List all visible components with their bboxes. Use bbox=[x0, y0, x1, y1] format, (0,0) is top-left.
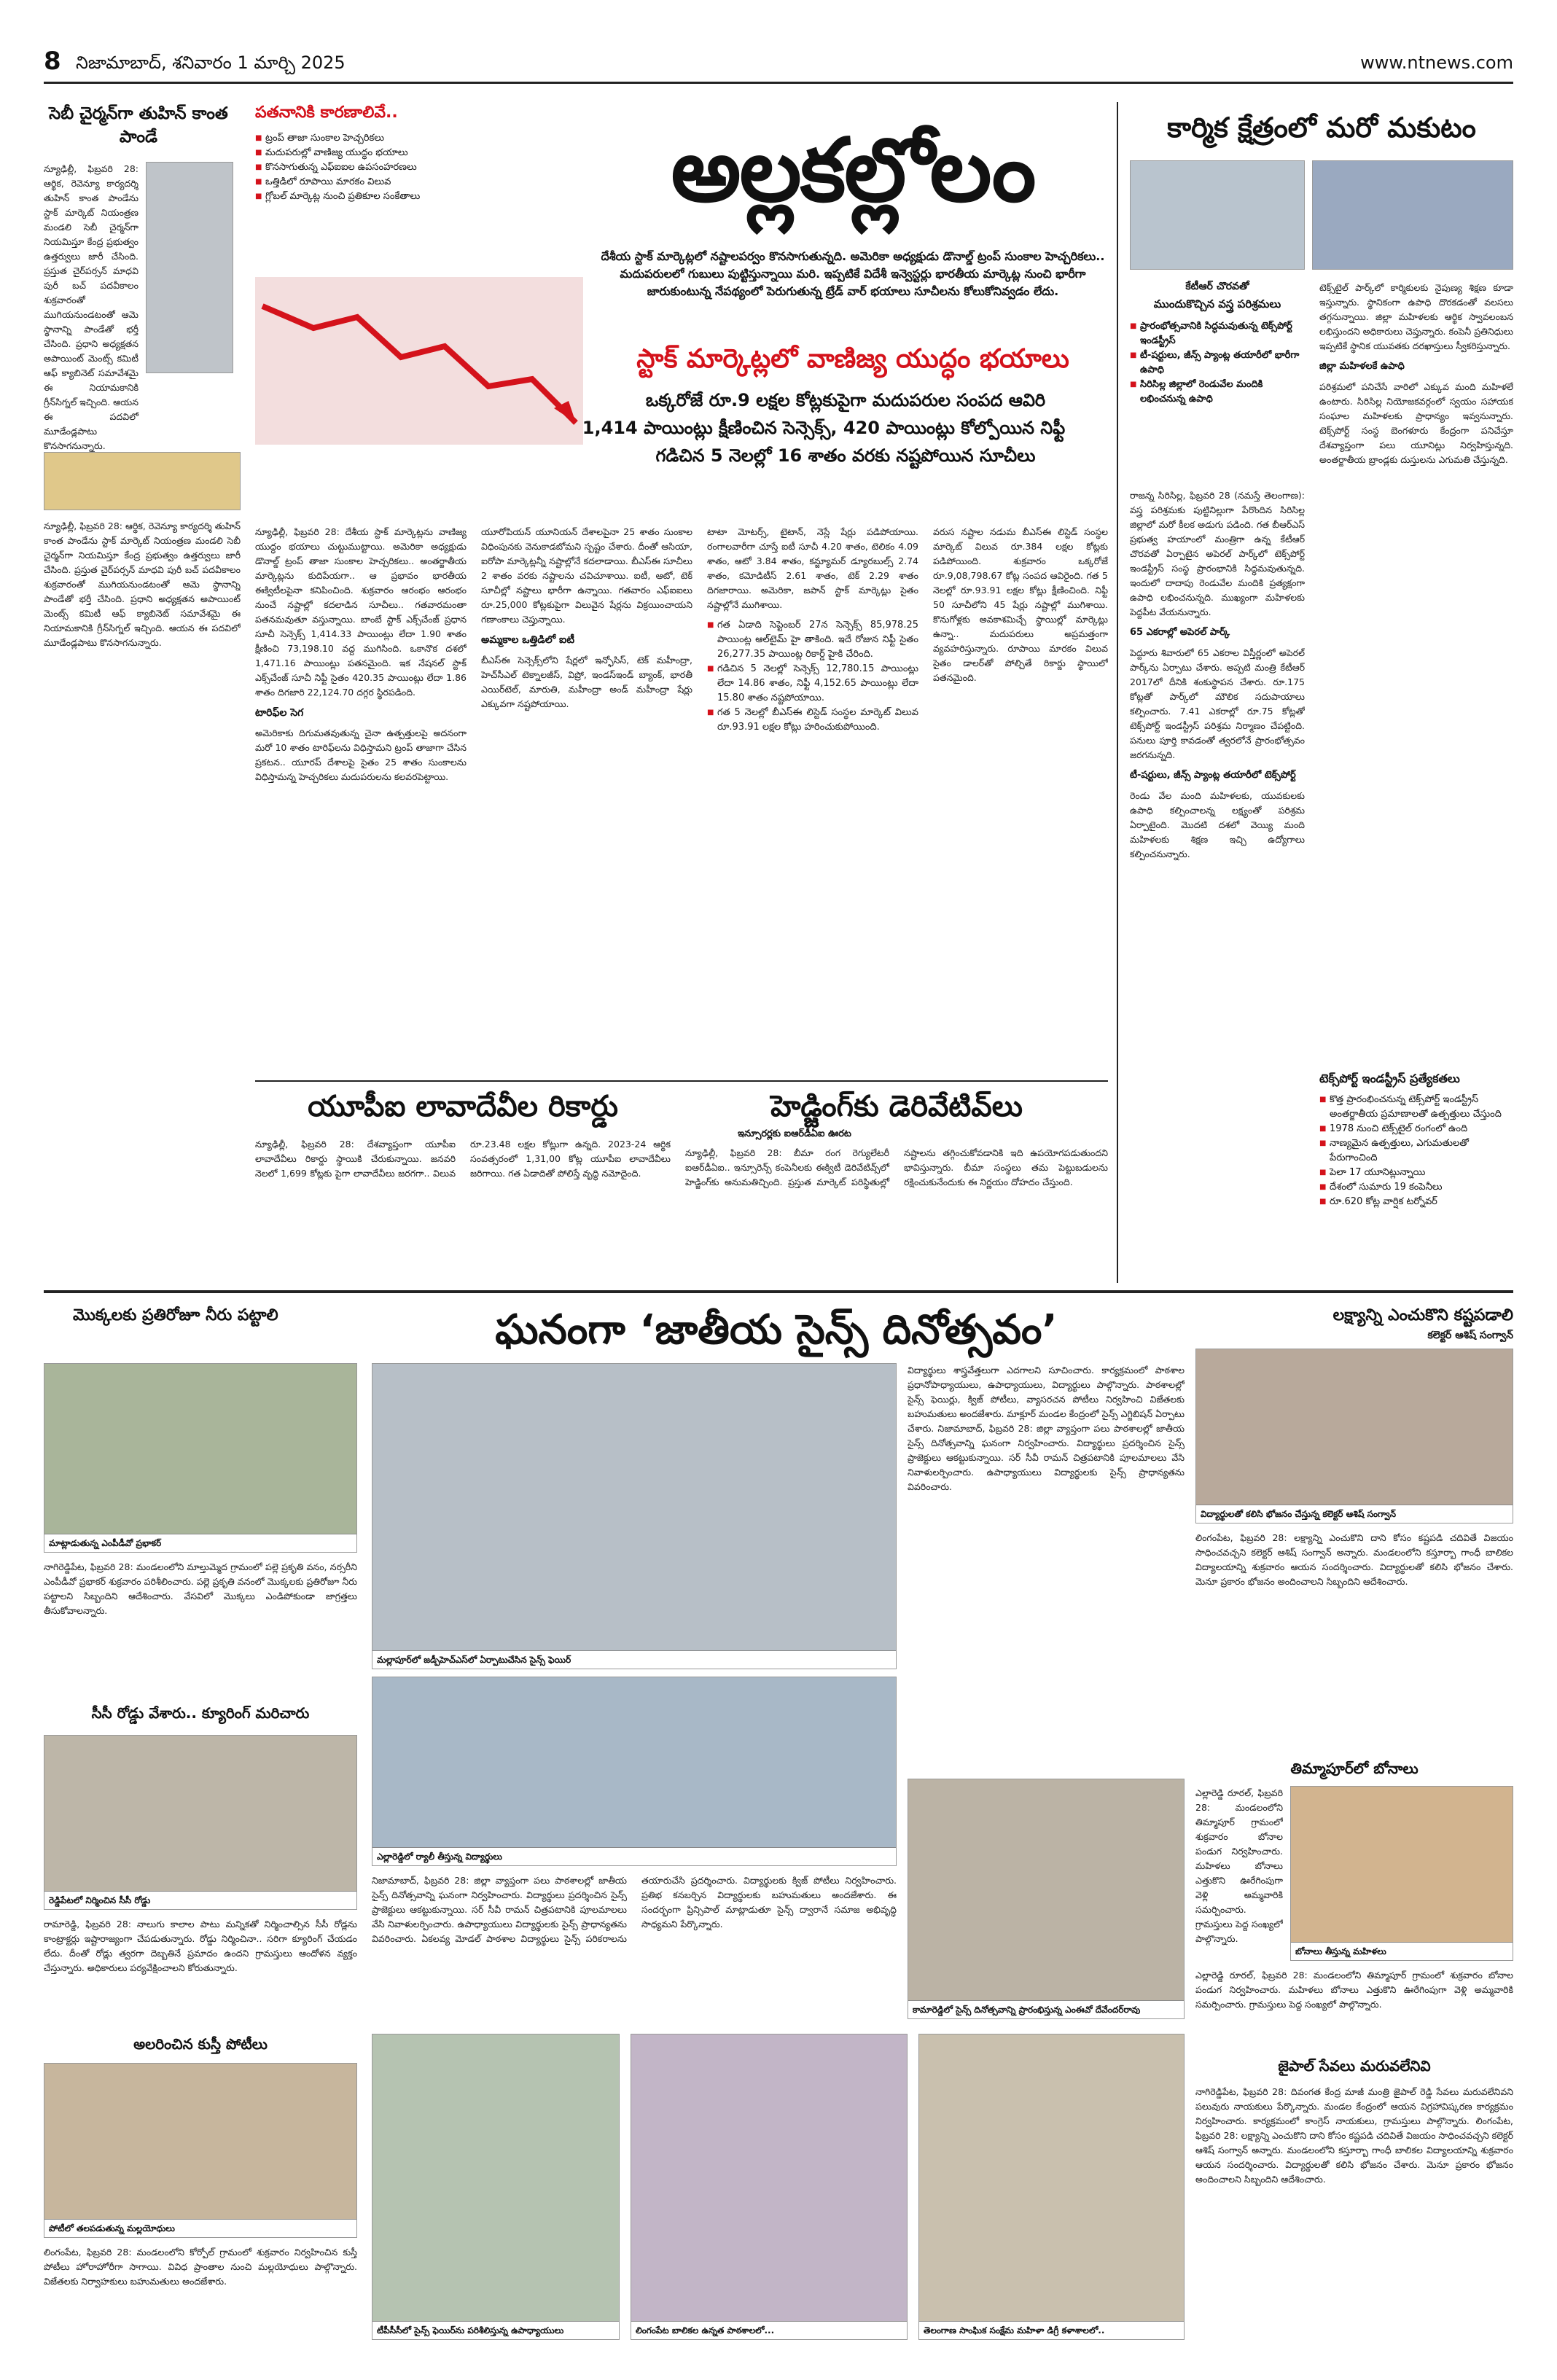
bonalu-body-2: ఎల్లారెడ్డి రూరల్, ఫిబ్రవరి 28: మండలంలోని తిమ్మాపూర్ గ్రామంలో శుక్రవారం బోనాల పండుగ నిర్వహించారు. మహిళలు బోనాలు ఎత్తుకొని ఊరేగింపుగా వెళ్లి అమ్మవారికి సమర్పించారు. గ్రామస్తులు పెద్ద సంఖ్యలో పాల్గొన్నారు. bbox=[1195, 1970, 1513, 2010]
textport-item: ■ కొత్త ప్రారంభించనున్న టెక్స్‌పోర్ట్ ఇండస్ట్రీస్ అంతర్జాతీయ ప్రమాణాలతో ఉత్పత్తులు చేస్తుంది bbox=[1319, 1093, 1513, 1122]
gold-box bbox=[44, 452, 241, 1263]
reasons-headline: పతనానికి కారణాలివే.. bbox=[255, 104, 398, 122]
saplings-body: నాగిరెడ్డిపేట, ఫిబ్రవరి 28: మండలంలోని మాల్తుమ్మెద గ్రామంలో పల్లె ప్రకృతి వనం, నర్సరీని ఎంపీడీవో ప్రభాకర్ శుక్రవారం పరిశీలించారు. పల్లె ప్రకృతి వనంలో మొక్కలకు ప్రతిరోజూ నీరు పట్టాలని సిబ్బందిని ఆదేశించారు. వేసవిలో మొక్కలు ఎండిపోకుండా జాగ్రత్తలు తీసుకోవాలన్నారు. bbox=[44, 1561, 357, 1616]
main-intro: దేశీయ స్టాక్ మార్కెట్లలో నష్టాలపర్వం కొనసాగుతున్నది. అమెరికా అధ్యక్షుడు డొనాల్డ్ ట్రంప్ సుంకాల హెచ్చరికలు.. మదుపరులలో గుబులు పుట్టిస్తున్నాయి మరి. ఇప్పటికే విదేశీ ఇన్వెస్టర్లు భారతీయ మార్కెట్ల నుంచి భారీగా జారుకుంటున్న నేపథ్యంలో పెరుగుతున్న ట్రేడ్ వార్ భయాలు సూచీలను కోలుకోనివ్వడం లేదు. bbox=[601, 249, 1105, 298]
fact-item: ■ గత ఏడాది సెప్టెంబర్ 27న సెన్సెక్స్ 85,978.25 పాయింట్ల ఆల్‌టైమ్ హై తాకింది. ఇదే రోజున నిఫ్టీ సైతం 26,277.35 పాయింట్ల రికార్డ్ హైకి చేరింది. bbox=[707, 618, 918, 662]
textport-headline: టెక్స్‌పోర్ట్ ఇండస్ట్రీస్ ప్రత్యేకతలు bbox=[1319, 1072, 1460, 1085]
reason-item: ■ ట్రంప్ తాజా సుంకాల హెచ్చరికలు bbox=[255, 131, 459, 146]
worker-col2-sub: జిల్లా మహిళలకే ఉపాధి bbox=[1319, 361, 1405, 372]
lingampet-photo bbox=[631, 2034, 908, 2340]
worker-bullet: ■ టీ-షర్టులు, జీన్స్ ప్యాంట్ల తయారీలో భారీగా ఉపాధి bbox=[1130, 348, 1305, 378]
gold-body: న్యూఢిల్లీ, ఫిబ్రవరి 28: ఆర్థిక, రెవెన్యూ కార్యదర్శి తుహిన్ కాంత పాండేను స్టాక్ మార్కెట్ నియంత్రణ మండలి సెబీ చైర్మన్‌గా నియమిస్తూ కేంద్ర ప్రభుత్వం ఉత్తర్వులు జారీ చేసింది. ప్రస్తుత చైర్‌పర్సన్ మాధవి పురీ బచ్ పదవీకాలం శుక్రవారంతో ముగియనుండటంతో ఆమె స్థానాన్ని పాండేతో భర్తీ చేసింది. ప్రధాని అధ్యక్షతన అపాయింట్ మెంట్స్ కమిటీ ఆఫ్ క్యాబినెట్ సమావేశమై ఈ నియామకానికి గ్రీన్‌సిగ్నల్ ఇచ్చింది. ఆయన ఈ పదవిలో మూడేండ్లపాటు కొనసాగనున్నారు. bbox=[44, 520, 241, 648]
reasons-box bbox=[255, 102, 459, 204]
rally-photo bbox=[372, 1677, 897, 1866]
reason-item: ■ గ్లోబల్ మార్కెట్ల నుంచి ప్రతికూల సంకేతాలు bbox=[255, 190, 459, 204]
upi-body: న్యూఢిల్లీ, ఫిబ్రవరి 28: దేశవ్యాప్తంగా యూపీఐ లావాదేవీలు రికార్డు స్థాయికి చేరుకున్నాయి. జనవరి నెలలో 1,699 కోట్లకు పైగా లావాదేవీలు జరగగా.. విలువ రూ.23.48 లక్షల కోట్లుగా ఉన్నది. 2023-24 ఆర్థిక సంవత్సరంలో 1,31,00 కోట్ల యూపీఐ లావాదేవీలు జరిగాయి. గత ఏడాదితో పోలిస్తే వృద్ధి నమోదైంది. bbox=[255, 1139, 671, 1179]
science-headline: ఘనంగా ‘జాతీయ సైన్స్ దినోత్సవం’ bbox=[495, 1306, 1058, 1354]
website[interactable]: www.ntnews.com bbox=[1360, 52, 1513, 73]
reason-item: ■ ఒత్తిడిలో రూపాయి మారకం విలువ bbox=[255, 175, 459, 190]
collector-caption: విద్యార్థులతో కలిసి భోజనం చేస్తున్న కలెక్టర్ ఆశిష్ సంగ్వాన్ bbox=[1196, 1505, 1513, 1523]
sebi-body: న్యూఢిల్లీ, ఫిబ్రవరి 28: ఆర్థిక, రెవెన్యూ కార్యదర్శి తుహిన్ కాంత పాండేను స్టాక్ మార్కెట్ నియంత్రణ మండలి సెబీ చైర్మన్‌గా నియమిస్తూ కేంద్ర ప్రభుత్వం ఉత్తర్వులు జారీ చేసింది. ప్రస్తుత చైర్‌పర్సన్ మాధవి పురీ బచ్ పదవీకాలం శుక్రవారంతో ముగియనుండటంతో ఆమె స్థానాన్ని పాండేతో భర్తీ చేసింది. ప్రధాని అధ్యక్షతన అపాయింట్ మెంట్స్ కమిటీ ఆఫ్ క్యాబినెట్ సమావేశమై ఈ నియామకానికి గ్రీన్‌సిగ్నల్ ఇచ్చింది. ఆయన ఈ పదవిలో మూడేండ్లపాటు కొనసాగనున్నారు. bbox=[44, 163, 138, 451]
bonalu-headline: తిమ్మాపూర్‌లో బోనాలు bbox=[1290, 1760, 1419, 1777]
main-subhead: స్టాక్ మార్కెట్లలో వాణిజ్య యుద్ధం భయాలు bbox=[636, 344, 1069, 374]
hedging-headline: హెడ్జింగ్‌కు డెరివేటివ్‌లు bbox=[770, 1090, 1023, 1123]
kamareddy-photo bbox=[908, 1779, 1185, 2019]
upi-headline: యూపీఐ లావాదేవీల రికార్డు bbox=[308, 1090, 618, 1123]
telangana-caption: తెలంగాణ సాంఘిక సంక్షేమ మహిళా డిగ్రీ కళాశాలలో.. bbox=[919, 2321, 1184, 2339]
worker-col-2: టెక్స్‌టైల్ పార్క్‌లో కార్మికులకు నైపుణ్య శిక్షణ కూడా ఇస్తున్నారు. స్థానికంగా ఉపాధి దొరకడంతో వలసలు తగ్గనున్నాయి. జిల్లా మహిళలకు ఆర్థిక స్వావలంబన లభిస్తుందని అధికారులు చెప్తున్నారు. కంపెనీ ప్రతినిధులు ఇప్పటికే స్థానిక యువతకు దరఖాస్తులు స్వీకరిస్తున్నారు. జిల్లా మహిళలకే ఉపాధి పరిశ్రమలో పనిచేసే వారిలో ఎక్కువ మంది మహిళలే ఉంటారు. సిరిసిల్ల నియోజకవర్గంలో స్వయం సహాయక సంఘాల మహిళలకు ప్రాధాన్యం ఇవ్వనున్నారు. టెక్స్‌పోర్ట్ సంస్థ బెంగళూరు కేంద్రంగా పనిచేస్తూ దేశవ్యాప్తంగా పలు యూనిట్లు నిర్వహిస్తున్నది. అంతర్జాతీయ బ్రాండ్లకు దుస్తులను ఎగుమతి చేస్తున్నది. bbox=[1319, 282, 1513, 465]
main-deck-1: ఒక్కరోజే రూ.9 లక్షల కోట్లకుపైగా మదుపరుల సంపద ఆవిరి bbox=[645, 390, 1046, 410]
dateline: నిజామాబాద్, శనివారం 1 మార్చి 2025 bbox=[76, 52, 346, 73]
textport-list bbox=[1319, 1093, 1513, 1209]
worker-bullet: ■ సిరిసిల్ల జిల్లాలో రెండువేల మందికి లభించనున్న ఉపాధి bbox=[1130, 378, 1305, 407]
worker-sub-block bbox=[1130, 281, 1305, 407]
mpdo-caption: మాట్లాడుతున్న ఎంపీడీవో ప్రభాకర్ bbox=[44, 1534, 356, 1552]
mpdo-photo bbox=[44, 1363, 357, 1553]
textport-item: ■ రూ.620 కోట్ల వార్షిక టర్నోవర్ bbox=[1319, 1195, 1513, 1209]
science-col-1: నిజామాబాద్, ఫిబ్రవరి 28: జిల్లా వ్యాప్తంగా పలు పాఠశాలల్లో జాతీయ సైన్స్ దినోత్సవాన్ని ఘనంగా నిర్వహించారు. విద్యార్థులు ప్రదర్శించిన సైన్స్ ప్రాజెక్టులు ఆకట్టుకున్నాయి. సర్ సీవీ రామన్ చిత్రపటానికి పూలమాలలు వేసి నివాళులర్పించారు. ఉపాధ్యాయులు విద్యార్థులకు సైన్స్ ప్రాధాన్యతను వివరించారు. ఏకలవ్య మోడల్ పాఠశాల విద్యార్థులు సైన్స్ పరికరాలను తయారుచేసి ప్రదర్శించారు. విద్యార్థులకు క్విజ్ పోటీలు నిర్వహించారు. ప్రతిభ కనబర్చిన విద్యార్థులకు బహుమతులు అందజేశారు. ఈ సందర్భంగా ప్రిన్సిపాల్ మాట్లాడుతూ సైన్స్ ద్వారానే సమాజ అభివృద్ధి సాధ్యమని పేర్కొన్నారు. bbox=[372, 1875, 897, 1944]
worker-sub1: కేటీఆర్ చొరవతో bbox=[1185, 281, 1249, 292]
gold-silver-photo bbox=[44, 452, 241, 510]
main-deck-2: 1,414 పాయింట్లు క్షీణించిన సెన్సెక్స్, 420 పాయింట్లు కోల్పోయిన నిఫ్టీ bbox=[582, 418, 1066, 438]
tpcc-caption: టీపీసీసీలో సైన్స్ ఫెయిర్‌ను పరిశీలిస్తున్న ఉపాధ్యాయులు bbox=[372, 2321, 619, 2339]
science-fair-photo bbox=[372, 1363, 897, 1669]
hedging-sub: ఇన్సూరర్లకు ఐఆర్‌డీఏఐ ఊరట bbox=[738, 1128, 851, 1139]
reason-item: ■ కొనసాగుతున్న ఎఫ్‌ఐఐల ఉపసంహరణలు bbox=[255, 160, 459, 175]
kashtapadali-body: లింగంపేట, ఫిబ్రవరి 28: లక్ష్యాన్ని ఎంచుకొని దాని కోసం కష్టపడి చదివితే విజయం సాధించవచ్చని కలెక్టర్ ఆశిష్ సంగ్వాన్ అన్నారు. మండలంలోని కస్తూర్బా గాంధీ బాలికల విద్యాలయాన్ని శుక్రవారం ఆయన సందర్శించారు. విద్యార్థులతో కలిసి భోజనం చేశారు. మెనూ ప్రకారం భోజనం అందించాలని సిబ్బందిని ఆదేశించారు. bbox=[1195, 1532, 1513, 1587]
rally-caption: ఎల్లారెడ్డి‌లో ర్యాలీ తీస్తున్న విద్యార్థులు bbox=[372, 1847, 896, 1865]
science-col-2: విద్యార్థులు శాస్త్రవేత్తలుగా ఎదగాలని సూచించారు. కార్యక్రమంలో పాఠశాల ప్రధానోపాధ్యాయులు, ఉపాధ్యాయులు, విద్యార్థులు పాల్గొన్నారు. పాఠశాలల్లో సైన్స్ ఫెయిర్లు, క్విజ్ పోటీలు, వ్యాసరచన పోటీలు నిర్వహించి విజేతలకు బహుమతులు అందజేశారు. మాక్లూర్ మండల కేంద్రంలో సైన్స్ ఎగ్జిబిషన్ ఏర్పాటు చేశారు. నిజామాబాద్, ఫిబ్రవరి 28: జిల్లా వ్యాప్తంగా పలు పాఠశాలల్లో జాతీయ సైన్స్ దినోత్సవాన్ని ఘనంగా నిర్వహించారు. విద్యార్థులు ప్రదర్శించిన సైన్స్ ప్రాజెక్టులు ఆకట్టుకున్నాయి. సర్ సీవీ రామన్ చిత్రపటానికి పూలమాలలు వేసి నివాళులర్పించారు. ఉపాధ్యాయులు విద్యార్థులకు సైన్స్ ప్రాధాన్యతను వివరించారు. bbox=[908, 1365, 1185, 1492]
column-divider bbox=[1117, 102, 1118, 1283]
jaipal-body: నాగిరెడ్డిపేట, ఫిబ్రవరి 28: దివంగత కేంద్ర మాజీ మంత్రి జైపాల్ రెడ్డి సేవలు మరువలేనివని పలువురు నాయకులు పేర్కొన్నారు. మండల కేంద్రంలో ఆయన విగ్రహావిష్కరణ కార్యక్రమం నిర్వహించారు. కార్యక్రమంలో కాంగ్రెస్ నాయకులు, గ్రామస్తులు పాల్గొన్నారు. లింగంపేట, ఫిబ్రవరి 28: లక్ష్యాన్ని ఎంచుకొని దాని కోసం కష్టపడి చదివితే విజయం సాధించవచ్చని కలెక్టర్ ఆశిష్ సంగ్వాన్ అన్నారు. మండలంలోని కస్తూర్బా గాంధీ బాలికల విద్యాలయాన్ని శుక్రవారం ఆయన సందర్శించారు. విద్యార్థులతో కలిసి భోజనం చేశారు. మెనూ ప్రకారం భోజనం అందించాలని సిబ్బందిని ఆదేశించారు. bbox=[1195, 2086, 1513, 2185]
kusti-headline: అలరించిన కుస్తీ పోటీలు bbox=[133, 2035, 268, 2053]
market-col-3: టాటా మోటర్స్, టైటాన్, నెస్లే షేర్లు పడిపోయాయి. రంగాలవారీగా చూస్తే ఐటీ సూచీ 4.20 శాతం, టెలికం 4.09 శాతం, ఆటో 3.84 శాతం, కన్జ్యూమర్ డ్యూరబుల్స్ 2.74 శాతం, కమోడిటీస్ 2.61 శాతం, టెక్ 2.29 శాతం దిగజారాయి. అమెరికా, జపాన్ స్టాక్ మార్కెట్లు సైతం నష్టాల్లోనే ముగిశాయి. ■ గత ఏడాది సెప్టెంబర్ 27న సెన్సెక్స్ 85,978.25 పాయింట్ల ఆల్‌టైమ్ హై తాకింది. ఇదే రోజున నిఫ్టీ సైతం 26,277.35 పాయింట్ల రికార్డ్ హైకి చేరింది. ■ గడిచిన 5 నెలల్లో సెన్సెక్స్ 12,780.15 పాయింట్లు లేదా 14.86 శాతం, నిఫ్టీ 4,152.65 పాయింట్లు లేదా 15.80 శాతం నష్టపోయాయి. ■ గత 5 నెలల్లో బీఎస్‌ఈ లిస్టెడ్ సంస్థల మార్కెట్ విలువ రూ.93.91 లక్షల కోట్లు హరించుకుపోయింది. bbox=[707, 525, 918, 1152]
factory-photo bbox=[1130, 160, 1305, 270]
market-col-4: వరుస నష్టాల నడుమ బీఎస్‌ఈ లిస్టెడ్ సంస్థల మార్కెట్ విలువ రూ.384 లక్షల కోట్లకు పడిపోయింది. శుక్రవారం ఒక్కరోజే రూ.9,08,798.67 కోట్ల సంపద ఆవిరైంది. గత 5 నెలల్లో రూ.93.91 లక్షల కోట్లు క్షీణించింది. నిఫ్టీ 50 సూచీలోని 45 షేర్లు నష్టాల్లో ముగిశాయి. కొనుగోళ్లకు అవకాశమిచ్చే స్థాయిల్లో మార్కెట్లు ఉన్నా.. మదుపరులు అప్రమత్తంగా వ్యవహరిస్తున్నారు. రూపాయి మారకం విలువ సైతం డాలర్‌తో పోల్చితే రికార్డు స్థాయిలో పతనమైంది. bbox=[933, 526, 1108, 683]
worker-sub3: 65 ఎకరాల్లో అపెరల్ పార్క్ bbox=[1130, 627, 1230, 638]
ccroad-caption: రెడ్డిపేటలో నిర్మించిన సీసీ రోడ్డు bbox=[44, 1891, 356, 1909]
kashtapadali-byline: కలెక్టర్ ఆశిష్ సంగ్వాన్ bbox=[1427, 1330, 1513, 1341]
main-section-rule bbox=[44, 1290, 1513, 1293]
it-subhead: అమ్మకాల ఒత్తిడిలో ఐటీ bbox=[481, 634, 575, 646]
worker-headline: కార్మిక క్షేత్రంలో మరో మకుటం bbox=[1167, 112, 1476, 144]
bonalu-caption: బోనాలు తీస్తున్న మహిళలు bbox=[1291, 1942, 1513, 1960]
sebi-portrait-photo bbox=[146, 162, 233, 373]
ccroad-body: రామారెడ్డి, ఫిబ్రవరి 28: నాలుగు కాలాల పాటు మన్నికతో నిర్మించాల్సిన సీసీ రోడ్లను కాంట్రాక్టర్లు ఇష్టారాజ్యంగా చేపడుతున్నారు. రోడ్డు నిర్మించినా.. సరిగా క్యూరింగ్ చేయడం లేదు. దీంతో రోడ్లు త్వరగా దెబ్బతినే ప్రమాదం ఉందని గ్రామస్తులు ఆందోళన వ్యక్తం చేస్తున్నారు. అధికారులు పర్యవేక్షించాలని కోరుతున్నారు. bbox=[44, 1919, 357, 1973]
section-rule bbox=[255, 1080, 1108, 1082]
sebi-article bbox=[44, 102, 233, 453]
textport-item: ■ 1978 నుంచి టెక్స్‌టైల్ రంగంలో ఉంది bbox=[1319, 1122, 1513, 1136]
kashtapadali-headline: లక్ష్యాన్ని ఎంచుకొని కష్టపడాలి bbox=[1332, 1306, 1513, 1324]
main-deck-3: గడిచిన 5 నెలల్లో 16 శాతం వరకు నష్టపోయిన సూచీలు bbox=[655, 445, 1036, 466]
main-headline: అల్లకల్లోలం bbox=[671, 120, 1035, 222]
worker-sub4: టీ-షర్టులు, జీన్స్ ప్యాంట్ల తయారీలో టెక్స్‌పోర్ట్ bbox=[1130, 770, 1296, 781]
header-rule bbox=[44, 82, 1513, 84]
market-facts bbox=[707, 618, 918, 735]
sebi-headline: సెబీ చైర్మన్‌గా తుహిన్ కాంత పాండే bbox=[49, 104, 228, 147]
kusti-caption: పోటీలో తలపడుతున్న మల్లయోధులు bbox=[44, 2219, 356, 2237]
market-col-2: యూరోపియన్ యూనియన్ దేశాలపైనా 25 శాతం సుంకాల విధింపునకు వెనుకాడబోమని స్పష్టం చేశారు. దీంతో ఆసియా, ఐరోపా మార్కెట్లన్నీ నష్టాల్లోనే కదలాడాయి. బీఎస్‌ఈ సూచీలు 2 శాతం వరకు నష్టాలను చవిచూశాయి. ఐటీ, ఆటో, టెక్ సూచీల్లో నష్టాలు భారీగా ఉన్నాయి. గతవారం ఎఫ్‌ఐఐలు రూ.25,000 కోట్లకుపైగా విలువైన షేర్లను విక్రయించాయని గణాంకాలు చెప్తున్నాయి. అమ్మకాల ఒత్తిడిలో ఐటీ బీఎస్‌ఈ సెన్సెక్స్‌లోని షేర్లలో ఇన్ఫోసిస్, టెక్ మహీంద్రా, హెచ్‌సీఎల్ టెక్నాలజీస్, విప్రో, ఇండస్‌ఇండ్ బ్యాంక్, భారతీ ఎయిర్‌టెల్, మారుతి, మహీంద్రా అండ్ మహీంద్రా షేర్లు ఎక్కువగా నష్టపోయాయి. bbox=[481, 526, 692, 709]
saplings-headline: మొక్కలకు ప్రతిరోజూ నీరు పట్టాలి bbox=[73, 1306, 278, 1324]
worker-bullet: ■ ప్రారంభోత్సవానికి సిద్ధమవుతున్న టెక్స్‌పోర్ట్ ఇండస్ట్రీస్ bbox=[1130, 319, 1305, 348]
page-number: 8 bbox=[44, 47, 61, 76]
kusti-body: లింగంపేట, ఫిబ్రవరి 28: మండలంలోని కోర్పోల్ గ్రామంలో శుక్రవారం నిర్వహించిన కుస్తీ పోటీలు హోరాహోరీగా సాగాయి. వివిధ ప్రాంతాల నుంచి మల్లయోధులు పాల్గొన్నారు. విజేతలకు నిర్వాహకులు బహుమతులు అందజేశారు. bbox=[44, 2247, 357, 2287]
hedging-body: న్యూఢిల్లీ, ఫిబ్రవరి 28: బీమా రంగ రెగ్యులేటరీ ఐఆర్‌డీఏఐ.. ఇన్సూరెన్స్ కంపెనీలకు ఈక్విటీ డెరివేటివ్స్‌లో హెడ్జింగ్‌కు అనుమతిచ్చింది. ప్రస్తుత మార్కెట్ పరిస్థితుల్లో నష్టాలను తగ్గించుకోవడానికి ఇది ఉపయోగపడుతుందని భావిస్తున్నారు. బీమా సంస్థలు తమ పెట్టుబడులను రక్షించుకునేందుకు ఈ నిర్ణయం దోహదం చేస్తుంది. bbox=[685, 1147, 1108, 1187]
jaipal-headline: జైపాల్ సేవలు మరువలేనివి bbox=[1278, 2057, 1431, 2075]
fact-item: ■ గడిచిన 5 నెలల్లో సెన్సెక్స్ 12,780.15 పాయింట్లు లేదా 14.86 శాతం, నిఫ్టీ 4,152.65 పాయింట్లు లేదా 15.80 శాతం నష్టపోయాయి. bbox=[707, 662, 918, 706]
textport-item: ■ దేశంలో సుమారు 19 కంపెనీలు bbox=[1319, 1180, 1513, 1195]
bonalu-body: ఎల్లారెడ్డి రూరల్, ఫిబ్రవరి 28: మండలంలోని తిమ్మాపూర్ గ్రామంలో శుక్రవారం బోనాల పండుగ నిర్వహించారు. మహిళలు బోనాలు ఎత్తుకొని ఊరేగింపుగా వెళ్లి అమ్మవారికి సమర్పించారు. గ్రామస్తులు పెద్ద సంఖ్యలో పాల్గొన్నారు. bbox=[1195, 1787, 1283, 1944]
kusti-photo bbox=[44, 2063, 357, 2238]
tpcc-photo bbox=[372, 2034, 620, 2340]
market-col-1: న్యూఢిల్లీ, ఫిబ్రవరి 28: దేశీయ స్టాక్ మార్కెట్లను వాణిజ్య యుద్ధం భయాలు చుట్టుముట్టాయి. అమెరికా అధ్యక్షుడు డొనాల్డ్ ట్రంప్ తాజా సుంకాల హెచ్చరికలు.. అంతర్జాతీయ మార్కెట్లను కుదిపేయగా.. ఆ ప్రభావం భారతీయ ఈక్విటీలపైనా కనిపించింది. శుక్రవారం ఆరంభం ఆరంభం నుంచే నష్టాల్లో కదలాడిన సూచీలు.. గతవారమంతా పతనమవుతూ వస్తున్నాయి. బాంబే స్టాక్ ఎక్స్‌చేంజ్ ప్రధాన సూచీ సెన్సెక్స్ 1,414.33 పాయింట్లు లేదా 1.90 శాతం క్షీణించి 73,198.10 వద్ద ముగిసింది. ఒకానొక దశలో 1,471.16 పాయింట్లు పతనమైంది. ఇక నేషనల్ స్టాక్ ఎక్స్‌చేంజ్ సూచీ నిఫ్టీ సైతం 420.35 పాయింట్లు లేదా 1.86 శాతం దిగజారి 22,124.70 దగ్గర స్థిరపడింది. టారిఫ్‌ల సెగ అమెరికాకు దిగుమతవుతున్న చైనా ఉత్పత్తులపై అదనంగా మరో 10 శాతం టారిఫ్‌లను విధిస్తామని ట్రంప్ తాజాగా చేసిన ప్రకటన.. యూరప్ దేశాలపై సైతం 25 శాతం సుంకాలను విధిస్తామన్న హెచ్చరికలు మదుపరులను కలవరపెట్టాయి. bbox=[255, 526, 467, 782]
textport-item: ■ నాణ్యమైన ఉత్పత్తులు, ఎగుమతులతో పేరుగాంచింది bbox=[1319, 1136, 1513, 1166]
ccroad-headline: సీసీ రోడ్డు వేశారు.. క్యూరింగ్ మరిచారు bbox=[91, 1704, 310, 1722]
lingampet-caption: లింగంపేట బాలికల ఉన్నత పాఠశాలలో... bbox=[631, 2321, 907, 2339]
reason-item: ■ మదుపరుల్లో వాణిజ్య యుద్ధం భయాలు bbox=[255, 146, 459, 160]
collector-photo bbox=[1195, 1349, 1513, 1523]
fact-item: ■ గత 5 నెలల్లో బీఎస్‌ఈ లిస్టెడ్ సంస్థల మార్కెట్ విలువ రూ.93.91 లక్షల కోట్లు హరించుకుపోయింది. bbox=[707, 706, 918, 735]
tariff-subhead: టారిఫ్‌ల సెగ bbox=[255, 707, 304, 719]
ccroad-photo bbox=[44, 1735, 357, 1910]
science-fair-caption: మల్లాపూర్‌లో జడ్పీహెచ్‌ఎస్‌లో ఏర్పాటుచేసిన సైన్స్ ఫెయిర్ bbox=[372, 1650, 896, 1669]
worker-sub2: ముందుకొచ్చిన వస్త్ర పరిశ్రమలు bbox=[1153, 297, 1281, 311]
worker-bullets bbox=[1130, 319, 1305, 407]
telangana-photo bbox=[918, 2034, 1185, 2340]
bonalu-photo bbox=[1290, 1786, 1513, 1961]
jeans-photo bbox=[1312, 160, 1513, 270]
reasons-list bbox=[255, 131, 459, 204]
kamareddy-caption: కామారెడ్డిలో సైన్స్ దినోత్సవాన్ని ప్రారంభిస్తున్న ఎంఈవో దేవేందర్‌రావు bbox=[908, 2000, 1184, 2018]
page-header bbox=[44, 44, 1513, 80]
worker-col-1: రాజన్న సిరిసిల్ల, ఫిబ్రవరి 28 (నమస్తే తెలంగాణ): వస్త్ర పరిశ్రమకు పుట్టినిల్లుగా పేరొందిన సిరిసిల్ల జిల్లాలో మరో కీలక అడుగు పడింది. గత బీఆర్‌ఎస్ ప్రభుత్వ హయాంలో మంత్రిగా ఉన్న కేటీఆర్ చొరవతో ఏర్పాటైన అపెరల్ పార్క్‌లో టెక్స్‌పోర్ట్ ఇండస్ట్రీస్ సంస్థ ప్రారంభానికి సిద్ధమవుతున్నది. ఇందులో దాదాపు రెండువేల మందికి ప్రత్యక్షంగా ఉపాధి లభించనున్నది. ముఖ్యంగా మహిళలకు పెద్దపీట వేయనున్నారు. 65 ఎకరాల్లో అపెరల్ పార్క్ పెద్దూరు శివారులో 65 ఎకరాల విస్తీర్ణంలో అపెరల్ పార్క్‌ను ఏర్పాటు చేశారు. అప్పటి మంత్రి కేటీఆర్ 2017లో దీనికి శంకుస్థాపన చేశారు. రూ.175 కోట్లతో పార్క్‌లో మౌలిక సదుపాయాలు కల్పించారు. 7.41 ఎకరాల్లో రూ.75 కోట్లతో టెక్స్‌పోర్ట్ ఇండస్ట్రీస్ పరిశ్రమ నిర్మాణం చేపట్టింది. పనులు పూర్తి కావడంతో త్వరలోనే ప్రారంభోత్సవం జరగనున్నది. టీ-షర్టులు, జీన్స్ ప్యాంట్ల తయారీలో టెక్స్‌పోర్ట్ రెండు వేల మంది మహిళలకు, యువకులకు ఉపాధి కల్పించాలన్న లక్ష్యంతో పరిశ్రమ ఏర్పాటైంది. మొదటి దశలో వెయ్యి మంది మహిళలకు శిక్షణ ఇచ్చి ఉద్యోగాలు కల్పించనున్నారు. bbox=[1130, 490, 1305, 859]
textport-box bbox=[1319, 1072, 1513, 1209]
textport-item: ■ పెలా 17 యూనిట్లున్నాయి bbox=[1319, 1166, 1513, 1180]
